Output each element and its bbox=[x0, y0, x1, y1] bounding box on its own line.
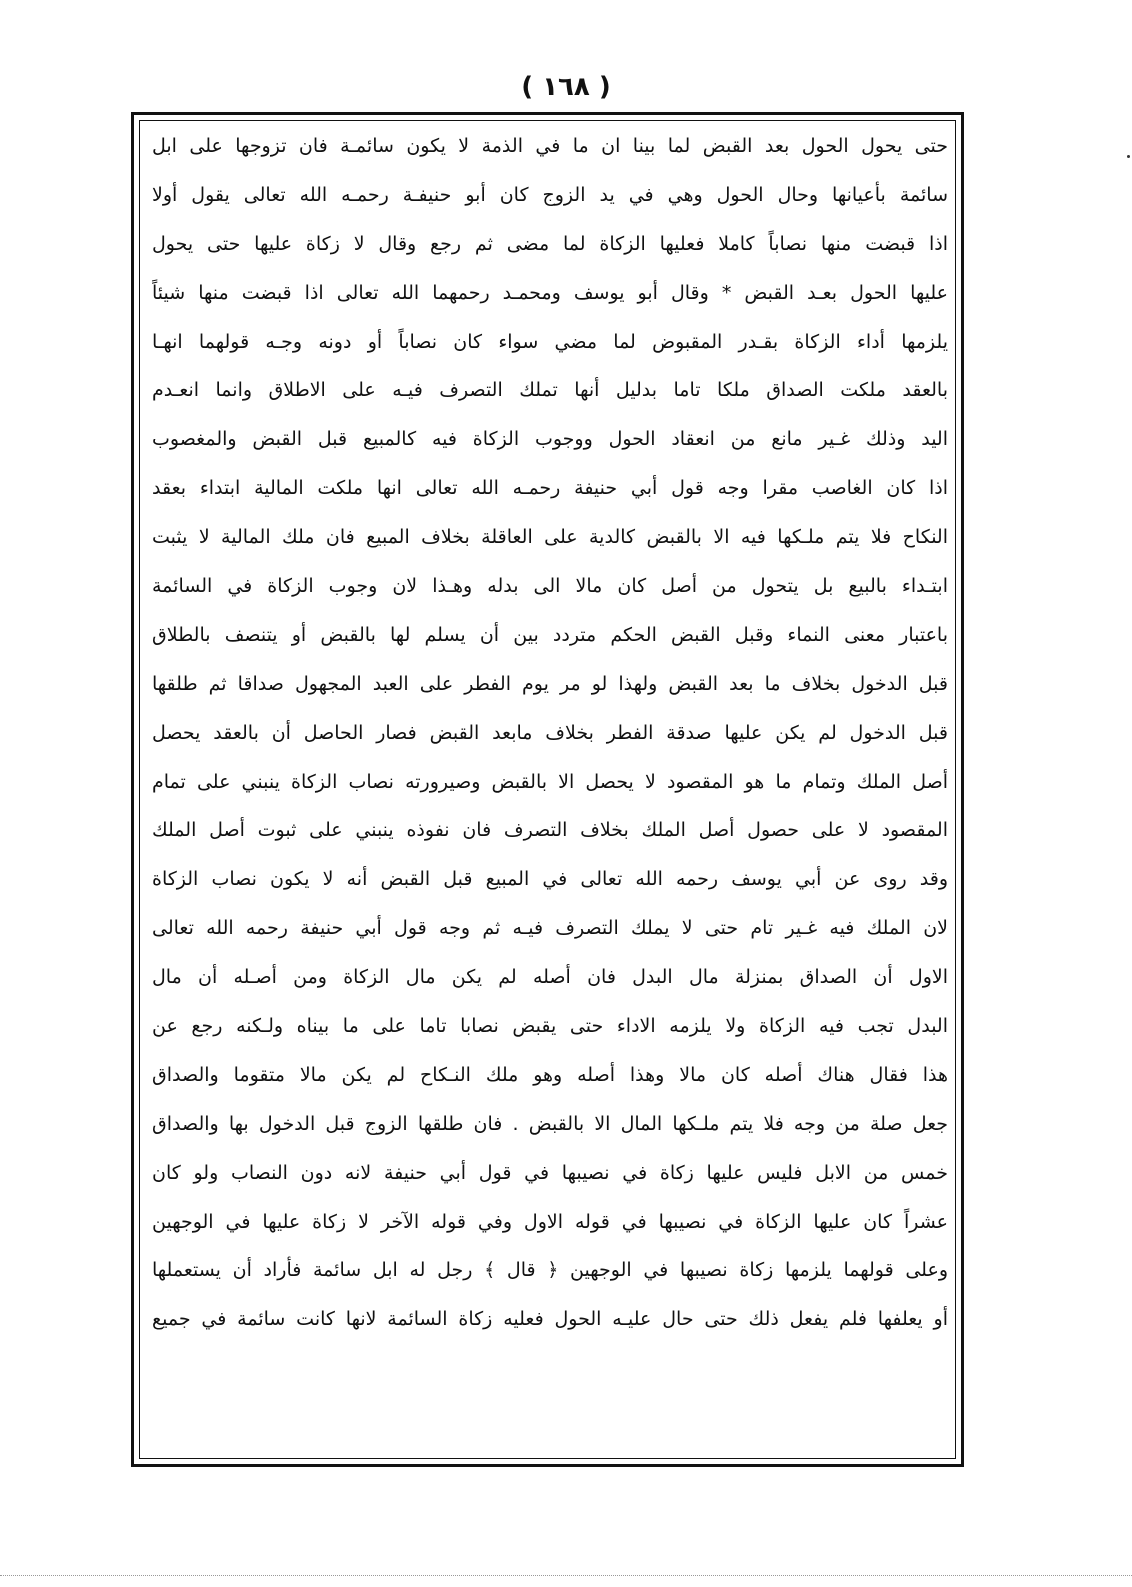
text-line-19: البدل تجب فيه الزكاة ولا يلزمه الاداء حتى يقبض نصابا تاما على ما بيناه ولـكنه رجع عن bbox=[152, 1015, 948, 1038]
text-line-2: سائمة بأعيانها وحال الحول وهي في يد الزوج كان أبو حنيفـة رحمـه الله تعالى يقول أولا bbox=[152, 183, 948, 206]
text-line-6: بالعقد ملكت الصداق ملكا تاما بدليل أنها تملك التصرف فيـه على الاطلاق وانما انعـدم bbox=[152, 379, 948, 402]
text-line-22: خمس من الابل فليس عليها زكاة في نصيبها في قول أبي حنيفة لانه دون النصاب ولو كان bbox=[152, 1161, 948, 1184]
text-line-23: عشراً كان عليها الزكاة في نصيبها في قوله الاول وفي قوله الآخر لا زكاة عليها في الوجهين bbox=[152, 1210, 948, 1233]
text-line-4: عليها الحول بعـد القبض * وقال أبو يوسف ومحمـد رحمهما الله تعالى اذا قبضت منها شيئاً bbox=[152, 281, 948, 304]
scan-edge-line bbox=[0, 1575, 1132, 1577]
text-line-8: اذا كان الغاصب مقرا وجه قول أبي حنيفة رحمـه الله تعالى انها ملكت المالية ابتداء بعقد bbox=[152, 477, 948, 500]
text-line-10: ابتـداء بالبيع بل يتحول من أصل كان مالا الى بدله وهـذا لان وجوب الزكاة في السائمة bbox=[152, 575, 948, 598]
text-line-24: وعلى قولهما يلزمها زكاة نصيبها في الوجهين ﴿ قال ﴾ رجل له ابل سائمة فأراد أن يستعملها bbox=[152, 1259, 948, 1282]
text-line-13: قبل الدخول لم يكن عليها صدقة الفطر بخلاف مابعد القبض فصار الحاصل أن بالعقد يحصل bbox=[152, 721, 948, 744]
text-line-7: اليد وذلك غـير مانع من انعقاد الحول ووجوب الزكاة فيه كالمبيع قبل القبض والمغصوب bbox=[152, 428, 948, 451]
text-line-15: المقصود لا على حصول أصل الملك بخلاف التصرف فان نفوذه ينبني على ثبوت أصل الملك bbox=[152, 819, 948, 842]
scan-speck bbox=[1127, 155, 1130, 158]
text-line-17: لان الملك فيه غـير تام حتى لا يملك التصرف فيـه ثم وجه قول أبي حنيفة رحمه الله تعالى bbox=[152, 917, 948, 940]
text-line-12: قبل الدخول بخلاف ما بعد القبض ولهذا لو مر يوم الفطر على العبد المجهول صداقا ثم طلقها bbox=[152, 672, 948, 695]
text-line-20: هذا فقال هناك أصله كان مالا وهذا أصله وهو ملك النـكاح لم يكن مالا متقوما والصداق bbox=[152, 1063, 948, 1086]
text-line-5: يلزمها أداء الزكاة بقـدر المقبوض لما مضي سواء كان نصاباً أو دونه وجـه قولهما انهـا bbox=[152, 330, 948, 353]
text-line-18: الاول أن الصداق بمنزلة مال البدل فان أصله لم يكن مال الزكاة ومن أصـله أن مال bbox=[152, 966, 948, 989]
text-line-21: جعل صلة من وجه فلا يتم ملـكها المال الا بالقبض . فان طلقها الزوج قبل الدخول بها والصداق bbox=[152, 1112, 948, 1135]
text-line-16: وقد روى عن أبي يوسف رحمه الله تعالى في المبيع قبل القبض أنه لا يكون نصاب الزكاة bbox=[152, 868, 948, 891]
text-line-25: أو يعلفها فلم يفعل ذلك حتى حال عليـه الحول فعليه زكاة السائمة لانها كانت سائمة في جميع bbox=[152, 1308, 948, 1331]
text-line-1: حتى يحول الحول بعد القبض لما بينا ان ما في الذمة لا يكون سائمـة فان تزوجها على ابل bbox=[152, 135, 948, 157]
text-line-9: النكاح فلا يتم ملـكها فيه الا بالقبض كالدية على العاقلة بخلاف المبيع فان ملك المالية لا يثبت bbox=[152, 526, 948, 549]
text-line-14: أصل الملك وتمام ما هو المقصود لا يحصل الا بالقبض وصيرورته نصاب الزكاة ينبني على تمام bbox=[152, 770, 948, 793]
text-line-3: اذا قبضت منها نصاباً كاملا فعليها الزكاة لما مضى ثم رجع وقال لا زكاة عليها حتى يحول bbox=[152, 232, 948, 255]
text-line-11: باعتبار معنى النماء وقبل القبض الحكم متردد بين أن يسلم لها بالقبض أو يتنصف بالطلاق bbox=[152, 623, 948, 646]
page-number: ( ١٦٨ ) bbox=[521, 72, 611, 102]
text-body bbox=[152, 122, 948, 1344]
